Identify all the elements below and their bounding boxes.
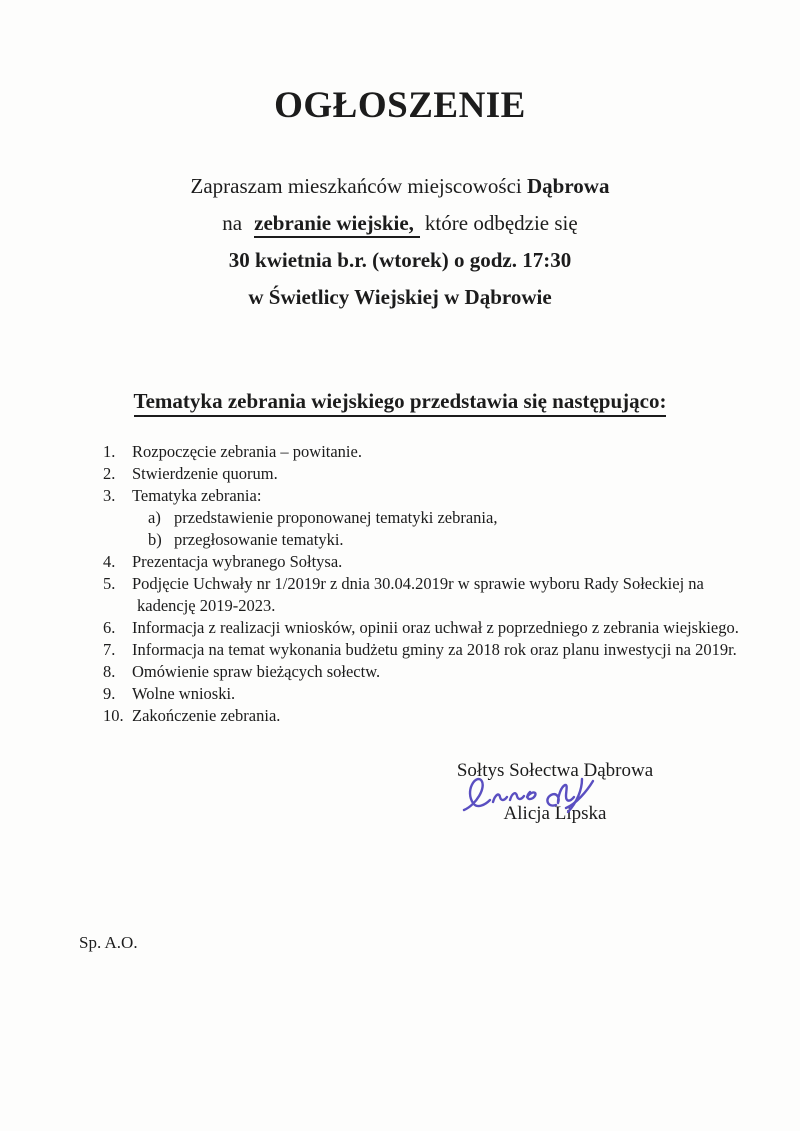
agenda-item-text: Stwierdzenie quorum. bbox=[132, 464, 278, 483]
agenda-subitem-text: przedstawienie proponowanej tematyki zebrania, bbox=[174, 508, 498, 527]
invitation-line-2 bbox=[0, 205, 800, 242]
agenda-item-number: 4. bbox=[103, 552, 116, 571]
agenda-item bbox=[103, 661, 753, 683]
agenda-subitem-text: przegłosowanie tematyki. bbox=[174, 530, 344, 549]
agenda-item-number: 5. bbox=[103, 574, 116, 593]
agenda-list bbox=[103, 441, 753, 727]
agenda-item bbox=[103, 441, 753, 463]
agenda-item bbox=[103, 705, 753, 727]
village-name: Dąbrowa bbox=[527, 174, 610, 198]
meeting-location: w Świetlicy Wiejskiej w Dąbrowie bbox=[248, 285, 552, 309]
document-title: OGŁOSZENIE bbox=[274, 85, 526, 126]
agenda-subitem-letter: b) bbox=[148, 530, 162, 549]
invitation-line-1 bbox=[0, 168, 800, 205]
meeting-type-underlined: zebranie wiejskie, bbox=[254, 211, 420, 238]
agenda-item bbox=[103, 573, 753, 617]
agenda-item-text: Rozpoczęcie zebrania – powitanie. bbox=[132, 442, 362, 461]
agenda-item-number: 10. bbox=[103, 706, 124, 725]
agenda-heading bbox=[0, 389, 800, 414]
signer-role: Sołtys Sołectwa Dąbrowa bbox=[456, 760, 654, 781]
agenda-item-number: 1. bbox=[103, 442, 116, 461]
agenda-item bbox=[103, 551, 753, 573]
agenda-heading-text: Tematyka zebrania wiejskiego przedstawia się następująco: bbox=[134, 389, 667, 417]
agenda-subitem bbox=[148, 507, 753, 529]
agenda-item-number: 7. bbox=[103, 640, 116, 659]
case-reference: Sp. A.O. bbox=[79, 933, 138, 952]
agenda-subitem-letter: a) bbox=[148, 508, 161, 527]
signature-block bbox=[430, 758, 680, 826]
agenda-item-text: Informacja na temat wykonania budżetu gminy za 2018 rok oraz planu inwestycji na 2019r. bbox=[132, 640, 737, 659]
invitation-line-1-text: Zapraszam mieszkańców miejscowości bbox=[190, 174, 527, 198]
agenda-item-text: Podjęcie Uchwały nr 1/2019r z dnia 30.04.2019r w sprawie wyboru Rady Sołeckiej na bbox=[132, 574, 704, 593]
agenda-item-number: 3. bbox=[103, 486, 116, 505]
invitation-line-2-prefix: na bbox=[222, 211, 243, 235]
agenda-item-text: Omówienie spraw bieżących sołectw. bbox=[132, 662, 381, 681]
agenda-item bbox=[103, 463, 753, 485]
agenda-item-number: 2. bbox=[103, 464, 116, 483]
agenda-item-text-continued: kadencję 2019-2023. bbox=[137, 596, 276, 615]
agenda-item-number: 9. bbox=[103, 684, 116, 703]
invitation-line-2-suffix: które odbędzie się bbox=[424, 211, 578, 235]
agenda-subitem bbox=[148, 529, 753, 551]
agenda-item-number: 8. bbox=[103, 662, 116, 681]
agenda-item bbox=[103, 639, 753, 661]
agenda-item-text: Tematyka zebrania: bbox=[132, 486, 262, 505]
meeting-date-time: 30 kwietnia b.r. (wtorek) o godz. 17:30 bbox=[228, 248, 572, 272]
agenda-item bbox=[103, 617, 753, 639]
agenda-item bbox=[103, 485, 753, 507]
agenda-item-text: Prezentacja wybranego Sołtysa. bbox=[132, 552, 343, 571]
agenda-item-text: Wolne wnioski. bbox=[132, 684, 236, 703]
invitation-paragraph bbox=[0, 168, 800, 316]
signer-name: Alicja Lipska bbox=[503, 803, 607, 824]
agenda-item bbox=[103, 683, 753, 705]
agenda-item-text: Informacja z realizacji wniosków, opinii oraz uchwał z poprzedniego z zebrania wiejskiego. bbox=[132, 618, 739, 637]
agenda-item-number: 6. bbox=[103, 618, 116, 637]
agenda-item-text: Zakończenie zebrania. bbox=[132, 706, 281, 725]
